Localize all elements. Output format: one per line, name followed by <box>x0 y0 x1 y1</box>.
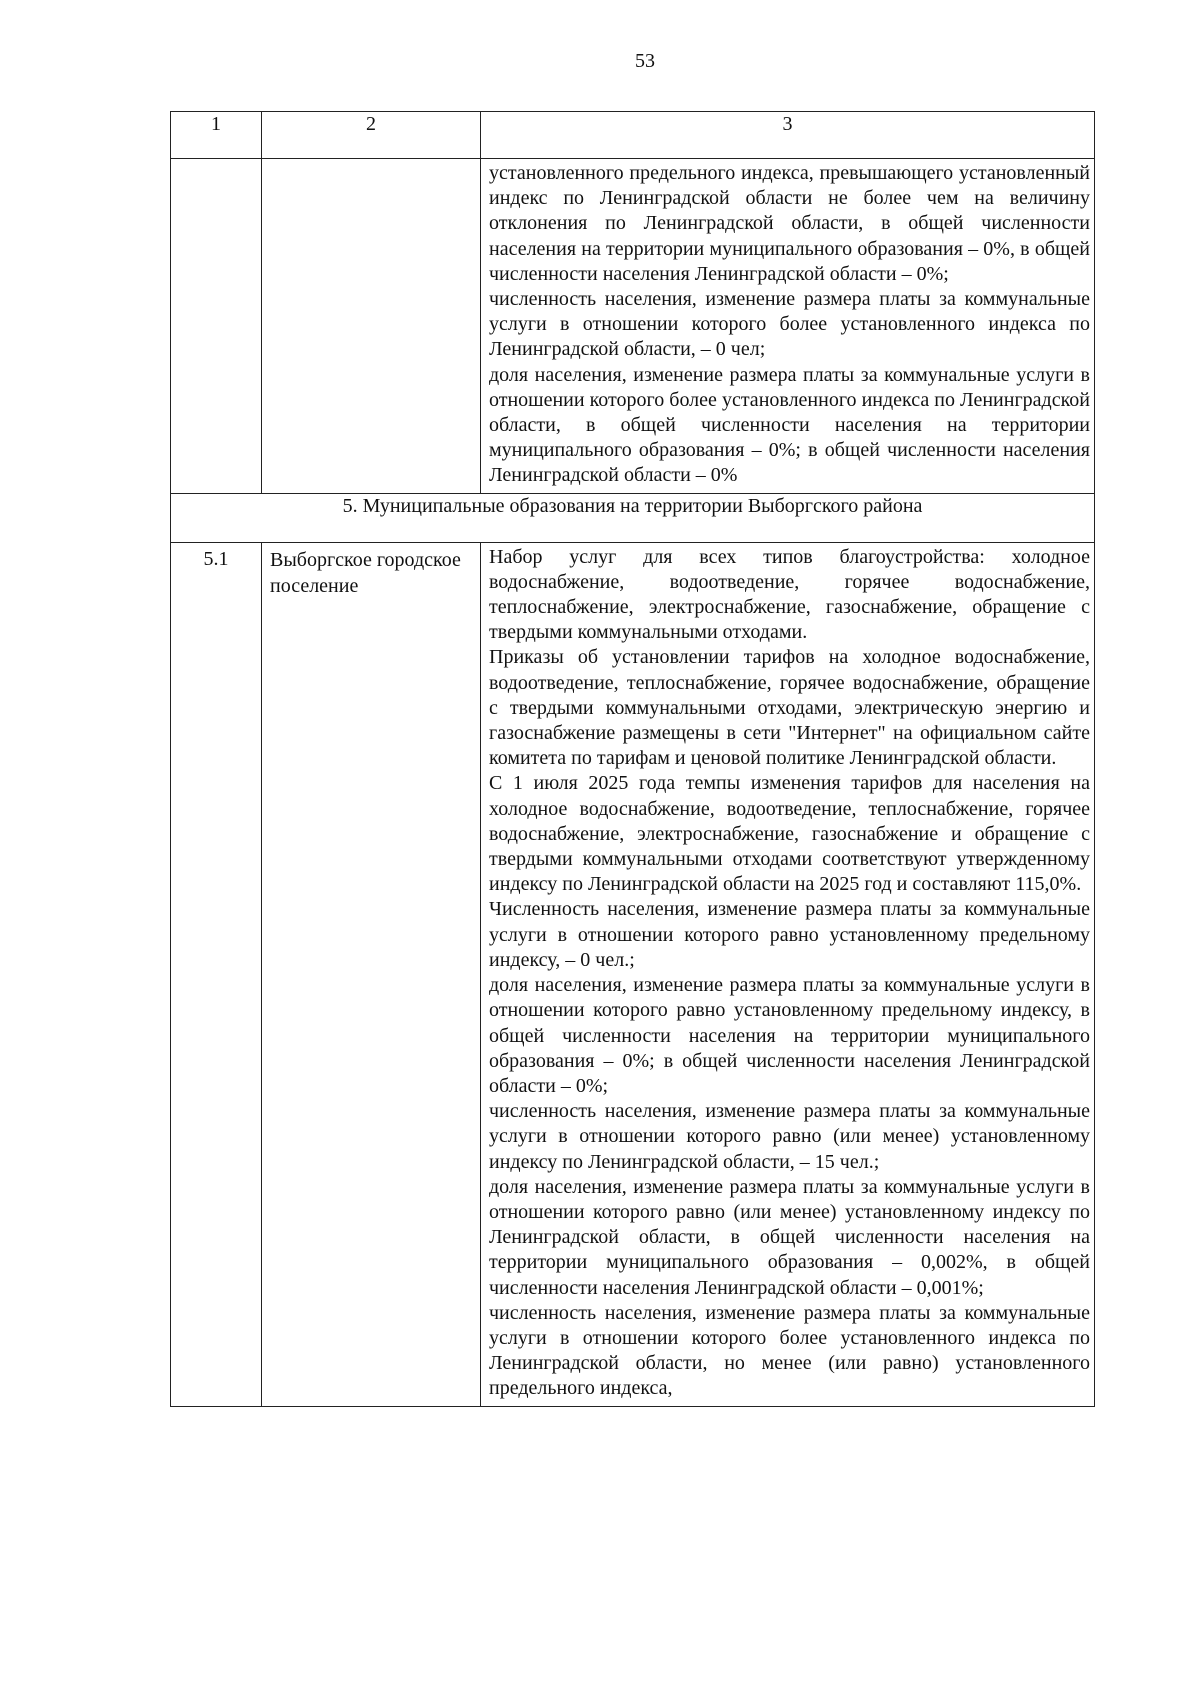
paragraph: доля населения, изменение размера платы за коммунальные услуги в отношении которого равно установленному предельному индексу, в общей численности населения на территории муниципального образования – 0%; в общей численности населения Ленинградской области – 0%; <box>489 974 1090 1097</box>
continuation-number-cell <box>171 159 262 494</box>
page-number: 53 <box>635 50 655 72</box>
paragraph: численность населения, изменение размера платы за коммунальные услуги в отношении которого более установленного индекса по Ленинградской области, – 0 чел; <box>489 288 1090 361</box>
table-header-row <box>171 112 1095 159</box>
continuation-name-cell <box>262 159 481 494</box>
section-row <box>171 493 1095 542</box>
paragraph: С 1 июля 2025 года темпы изменения тарифов для населения на холодное водоснабжение, водоотведение, теплоснабжение, горячее водоснабжение, электроснабжение, газоснабжение и обращение с твердыми коммунальными отходами соответствуют утвержденному индексу по Ленинградской области на 2025 год и составляют 115,0%. <box>489 772 1090 896</box>
paragraph: установленного предельного индекса, превышающего установленный индекс по Ленинградской области не более чем на величину отклонения по Ленинградской области, в общей численности населения на территории муниципального образования – 0%, в общей численности населения Ленинградской области – 0%; <box>489 162 1090 285</box>
paragraph: численность населения, изменение размера платы за коммунальные услуги в отношении которого более установленного индекса по Ленинградской области, но менее (или равно) установленного предельного индекса, <box>489 1301 1090 1400</box>
header-col-2: 2 <box>262 112 481 159</box>
table-row <box>171 542 1095 1406</box>
row-number: 5.1 <box>171 542 262 1406</box>
continuation-row <box>171 159 1095 494</box>
tariff-table <box>170 111 1095 1407</box>
row-text-cell <box>481 542 1095 1406</box>
header-col-1: 1 <box>171 112 262 159</box>
paragraph: Набор услуг для всех типов благоустройства: холодное водоснабжение, водоотведение, горячее водоснабжение, теплоснабжение, электроснабжение, газоснабжение, обращение с твердыми коммунальными отходами. <box>489 545 1090 644</box>
paragraph: численность населения, изменение размера платы за коммунальные услуги в отношении которого равно (или менее) установленному индексу по Ленинградской области, – 15 чел.; <box>489 1100 1090 1173</box>
paragraph: Численность населения, изменение размера платы за коммунальные услуги в отношении которого равно установленному предельному индексу, – 0 чел.; <box>489 898 1090 971</box>
paragraph: Приказы об установлении тарифов на холодное водоснабжение, водоотведение, теплоснабжение, горячее водоснабжение, обращение с твердыми коммунальными отходами, электрическую энергию и газоснабжение размещены в сети "Интернет" на официальном сайте комитета по тарифам и ценовой политике Ленинградской области. <box>489 646 1090 770</box>
header-col-3: 3 <box>481 112 1095 159</box>
section-title: 5. Муниципальные образования на территории Выборгского района <box>171 493 1095 542</box>
paragraph: доля населения, изменение размера платы за коммунальные услуги в отношении которого более установленного индекса по Ленинградской области, в общей численности населения на территории муниципального образования – 0%; в общей численности населения Ленинградской области – 0% <box>489 363 1090 487</box>
continuation-text-cell <box>481 159 1095 494</box>
paragraph: доля населения, изменение размера платы за коммунальные услуги в отношении которого равно (или менее) установленному индексу по Ленинградской области, в общей численности населения на территории муниципального образования – 0,002%, в общей численности населения Ленинградской области – 0,001%; <box>489 1175 1090 1299</box>
municipality-name: Выборгское городское поселение <box>262 542 481 1406</box>
